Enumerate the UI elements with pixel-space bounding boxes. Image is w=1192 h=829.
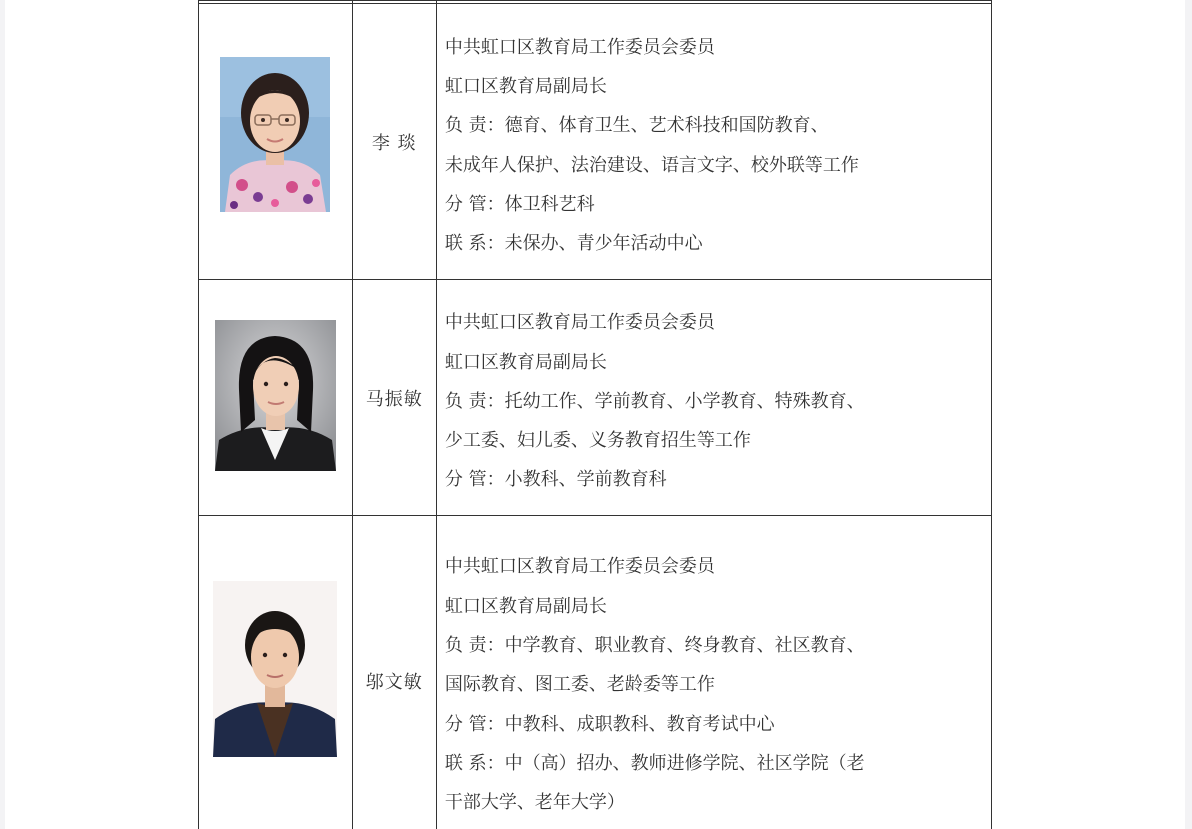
duty-line: 负 责：托幼工作、学前教育、小学教育、特殊教育、 — [444, 390, 865, 412]
person-name: 马振敏 — [352, 280, 436, 516]
duty-line: 分 管：中教科、成职教科、教育考试中心 — [444, 713, 775, 735]
duty-line: 分 管：小教科、学前教育科 — [444, 469, 667, 491]
person-name: 邬文敏 — [352, 516, 436, 829]
duty-line: 负 责：德育、体育卫生、艺术科技和国防教育、 — [444, 115, 829, 137]
duty-cell — [436, 516, 991, 829]
duty-line: 中共虹口区教育局工作委员会委员 — [444, 36, 715, 58]
table-row — [199, 4, 992, 280]
photo-cell — [199, 4, 353, 280]
photo-cell — [199, 516, 353, 829]
duty-line: 虹口区教育局副局长 — [444, 595, 607, 617]
male-portrait-white-background-icon — [213, 581, 337, 757]
female-portrait-grey-background-icon — [215, 320, 336, 471]
duty-line: 国际教育、图工委、老龄委等工作 — [444, 674, 715, 696]
duty-line: 联 系：未保办、青少年活动中心 — [444, 233, 703, 255]
duty-line: 中共虹口区教育局工作委员会委员 — [444, 556, 715, 578]
duty-line: 中共虹口区教育局工作委员会委员 — [444, 312, 715, 334]
duty-line: 干部大学、老年大学） — [444, 792, 625, 814]
leadership-table — [198, 0, 992, 829]
table-row — [199, 516, 992, 829]
duty-line: 少工委、妇儿委、义务教育招生等工作 — [444, 430, 751, 452]
duty-cell — [436, 280, 991, 516]
table-row — [199, 280, 992, 516]
duty-line: 联 系：中（高）招办、教师进修学院、社区学院（老 — [444, 752, 865, 774]
photo-cell — [199, 280, 353, 516]
duty-line: 分 管：体卫科艺科 — [444, 193, 595, 215]
duty-line: 负 责：中学教育、职业教育、终身教育、社区教育、 — [444, 635, 865, 657]
duty-line: 虹口区教育局副局长 — [444, 75, 607, 97]
female-portrait-blue-background-icon — [220, 57, 330, 212]
duty-cell — [436, 4, 991, 280]
person-name: 李 琰 — [352, 4, 436, 280]
duty-line: 虹口区教育局副局长 — [444, 351, 607, 373]
duty-line: 未成年人保护、法治建设、语言文字、校外联等工作 — [444, 154, 859, 176]
